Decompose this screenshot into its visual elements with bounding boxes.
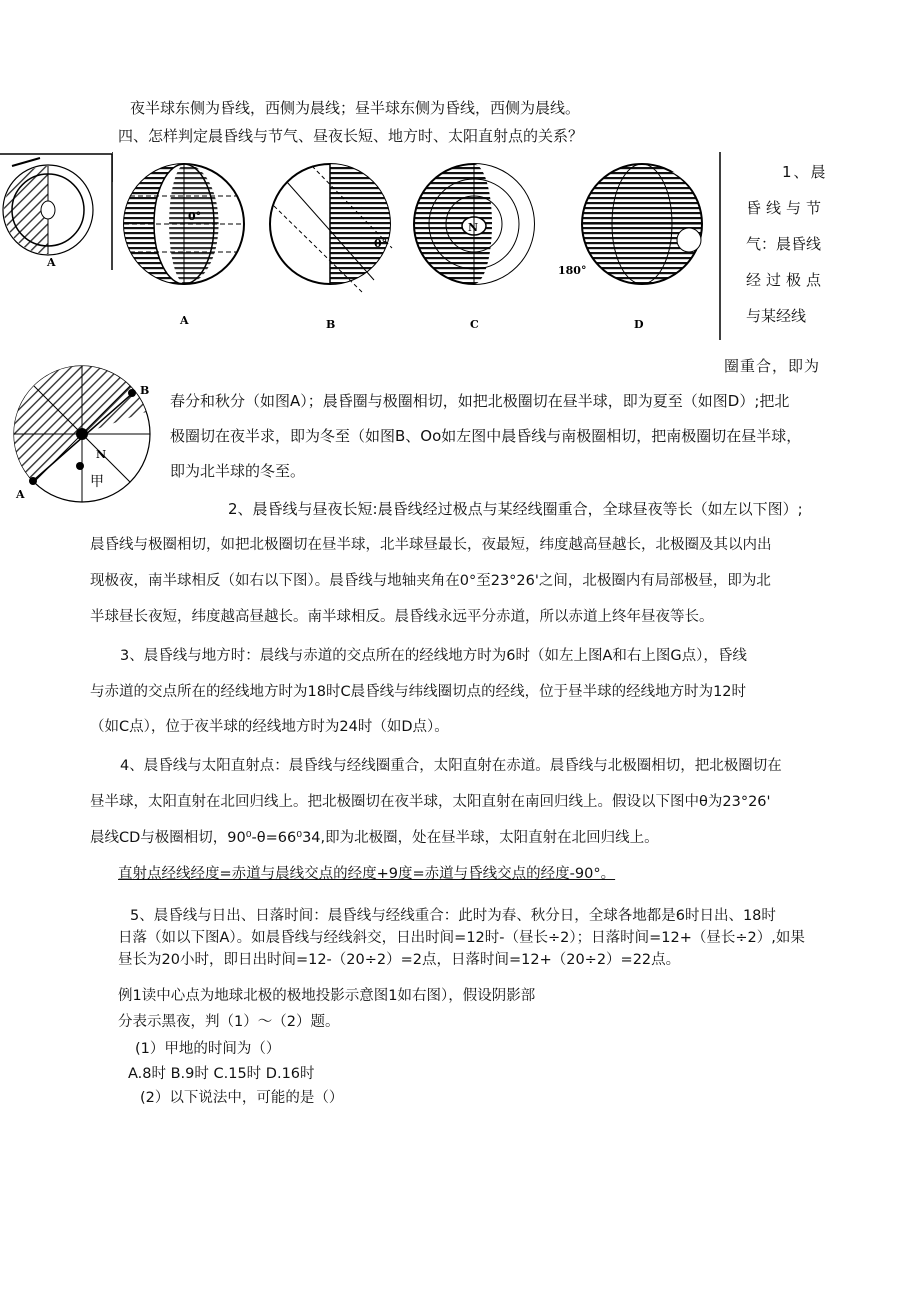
paragraph-line: 晨线CD与极圈相切，90⁰-θ=66⁰34,即为北极圈，处在昼半球，太阳直射在北回归线上。 [90, 830, 659, 846]
paragraph-line: 4、晨昏线与太阳直射点：晨昏线与经线圈重合，太阳直射在赤道。晨昏线与北极圈相切，把北极圈切在 [120, 758, 782, 774]
formula-line: 直射点经线经度=赤道与晨线交点的经度+9度=赤道与昏线交点的经度-90°。 [118, 866, 616, 882]
globe-mark: N [468, 221, 479, 234]
paragraph-line: （如C点），位于夜半球的经线地方时为24时（如D点）。 [90, 719, 449, 735]
polar-label-jia: 甲 [90, 474, 104, 490]
polar-label-n: N [96, 448, 107, 461]
paragraph-line: 圈重合，即为 [724, 357, 821, 375]
paragraph-line: 半球昼长夜短，纬度越高昼越长。南半球相反。晨昏线永远平分赤道，所以赤道上终年昼夜等长。 [90, 609, 714, 625]
paragraph-line: 2、晨昏线与昼夜长短:晨昏线经过极点与某经线圈重合，全球昼夜等长（如左以下图）; [228, 500, 803, 518]
paragraph-line: 5、晨昏线与日出、日落时间：晨昏线与经线重合：此时为春、秋分日，全球各地都是6时日出、18时 [130, 908, 776, 924]
text-line: 夜半球东侧为昏线，西侧为晨线；昼半球东侧为昏线，西侧为晨线。 [130, 99, 581, 117]
question-line: (1）甲地的时间为（） [135, 1041, 281, 1057]
question-options: A.8时 B.9时 C.15时 D.16时 [128, 1066, 315, 1082]
paragraph-line: 昼半球，太阳直射在北回归线上。把北极圈切在夜半球，太阳直射在南回归线上。假设以下图中θ为23°26' [90, 794, 771, 810]
figure-label: A [47, 256, 56, 269]
paragraph-line: 现极夜，南半球相反（如右以下图）。晨昏线与地轴夹角在0°至23°26'之间，北极圈内有局部极昼，即为北 [90, 573, 771, 589]
figure-label-d: D [634, 318, 644, 331]
paragraph-line: 日落（如以下图A）。如晨昏线与经线斜交，日出时间=12时-（昼长÷2）；日落时间=12+（昼长÷2）,如果 [118, 930, 805, 946]
globes-figure [112, 152, 732, 342]
paragraph-line: 极圈切在夜半求，即为冬至（如图B、Oo如左图中晨昏线与南极圈相切，把南极圈切在昼半球， [170, 427, 802, 445]
globe-mark: 180° [558, 264, 587, 277]
paragraph-line: 3、晨昏线与地方时：晨线与赤道的交点所在的经线地方时为6时（如左上图A和右上图G点），昏线 [120, 648, 747, 664]
figure-label-b: B [326, 318, 336, 331]
side-text: 1、晨 [782, 163, 828, 181]
example-line: 例1读中心点为地球北极的极地投影示意图1如右图），假设阴影部 [118, 988, 536, 1004]
globe-d [558, 164, 710, 331]
globe-a [124, 164, 244, 327]
section-heading: 四、怎样判定晨昏线与节气、昼夜长短、地方时、太阳直射点的关系？ [118, 127, 584, 145]
side-text: 昏线与节 [746, 199, 827, 217]
side-text: 经过极点 [746, 271, 827, 289]
side-text: 气：晨昏线 [746, 235, 822, 253]
globe-mark: 0° [188, 210, 202, 223]
question-line: (2）以下说法中，可能的是（） [140, 1090, 344, 1106]
figure-label-c: C [470, 318, 479, 331]
figure-label-a: A [180, 314, 189, 327]
paragraph-line: 晨昏线与极圈相切，如把北极圈切在昼半球，北半球昼最长，夜最短，纬度越高昼越长，北极圈及其以内出 [90, 537, 772, 553]
small-globe-figure [0, 152, 115, 272]
paragraph-line: 与赤道的交点所在的经线地方时为18时C晨昏线与纬线圈切点的经线，位于昼半球的经线地方时为12时 [90, 684, 747, 700]
polar-label-b: B [140, 384, 150, 397]
paragraph-line: 春分和秋分（如图A）；晨昏圈与极圈相切，如把北极圈切在昼半球，即为夏至（如图D）;把北 [170, 392, 790, 410]
globe-c [414, 164, 534, 331]
globe-mark: 0° [374, 237, 388, 250]
polar-label-a: A [16, 488, 25, 501]
side-text: 与某经线 [746, 307, 807, 325]
globe-b [270, 164, 392, 331]
paragraph-line: 昼长为20小时，即日出时间=12-（20÷2）=2点，日落时间=12+（20÷2）=22点。 [118, 952, 681, 968]
paragraph-line: 即为北半球的冬至。 [170, 462, 306, 480]
polar-figure [6, 362, 158, 512]
example-line: 分表示黑夜，判（1）〜（2）题。 [118, 1014, 340, 1030]
